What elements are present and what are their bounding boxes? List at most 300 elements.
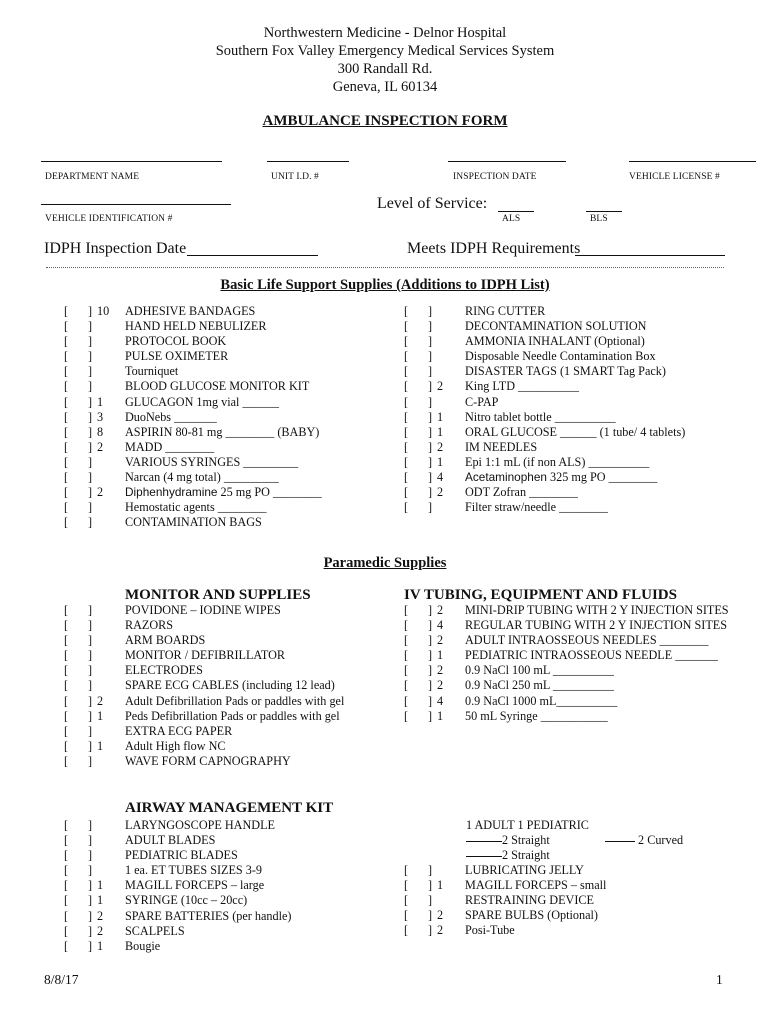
item-label (465, 863, 584, 878)
checkbox-open-bracket[interactable]: [ (404, 409, 409, 424)
checkbox-close-bracket[interactable]: ] (88, 439, 93, 454)
checkbox-close-bracket[interactable]: ] (88, 633, 93, 648)
checkbox-close-bracket[interactable]: ] (88, 693, 93, 708)
item-label (125, 709, 340, 724)
checkbox-open-bracket[interactable]: [ (64, 633, 69, 648)
item-label (125, 939, 160, 954)
item-text: MAGILL FORCEPS – small (465, 878, 607, 893)
checkbox-close-bracket[interactable]: ] (88, 515, 93, 530)
item-quantity: 2 (437, 379, 444, 394)
checkbox-open-bracket[interactable]: [ (64, 938, 69, 953)
checkbox-open-bracket[interactable]: [ (404, 663, 409, 678)
checklist-row (64, 334, 364, 349)
checkbox-close-bracket[interactable]: ] (428, 678, 433, 693)
checklist-row (64, 754, 384, 769)
checkbox-close-bracket[interactable]: ] (428, 454, 433, 469)
item-label (125, 724, 232, 739)
checklist-row (404, 410, 744, 425)
item-quantity: 1 (97, 938, 104, 953)
checkbox-open-bracket[interactable]: [ (404, 618, 409, 633)
checklist-row (404, 364, 744, 379)
checkbox-open-bracket[interactable]: [ (64, 304, 69, 318)
checkbox-open-bracket[interactable]: [ (404, 485, 409, 500)
inspection-date-field[interactable] (448, 161, 566, 162)
checklist-row (64, 739, 384, 754)
checkbox-close-bracket[interactable]: ] (88, 708, 93, 723)
item-label (465, 410, 616, 425)
item-label (125, 500, 266, 515)
checkbox-close-bracket[interactable]: ] (428, 364, 433, 379)
item-text: CONTAMINATION BAGS (125, 515, 262, 530)
checkbox-open-bracket[interactable]: [ (404, 633, 409, 648)
item-label (125, 754, 291, 769)
checkbox-open-bracket[interactable]: [ (404, 454, 409, 469)
item-quantity: 2 (97, 923, 104, 938)
checkbox-open-bracket[interactable]: [ (64, 500, 69, 515)
checkbox-close-bracket[interactable]: ] (88, 663, 93, 678)
item-label (125, 878, 264, 893)
bls-field[interactable] (586, 211, 622, 212)
department-name-field[interactable] (41, 161, 222, 162)
item-text: C-PAP (465, 394, 499, 409)
checkbox-open-bracket[interactable]: [ (404, 394, 409, 409)
checklist-row (404, 709, 764, 724)
header-line-4: Geneva, IL 60134 (332, 79, 438, 95)
item-quantity: 2 (97, 485, 104, 500)
checkbox-close-bracket[interactable]: ] (88, 500, 93, 515)
checklist-row (404, 334, 744, 349)
item-label (465, 648, 718, 663)
checkbox-open-bracket[interactable]: [ (64, 893, 69, 908)
checkbox-close-bracket[interactable]: ] (88, 738, 93, 753)
item-label (125, 364, 178, 379)
curved-label: 2 Curved (638, 833, 684, 847)
item-text: 0.9 NaCl 100 mL __________ (465, 663, 614, 678)
item-text: 325 mg PO ________ (546, 470, 658, 485)
curved-blank[interactable] (605, 841, 635, 842)
checklist-row (404, 878, 704, 893)
checkbox-close-bracket[interactable]: ] (428, 424, 433, 439)
checkbox-close-bracket[interactable]: ] (428, 409, 433, 424)
item-text: DECONTAMINATION SOLUTION (465, 319, 647, 334)
item-text: Tourniquet (125, 364, 179, 379)
item-text: HAND HELD NEBULIZER (125, 319, 267, 334)
checkbox-close-bracket[interactable]: ] (428, 633, 433, 648)
checkbox-open-bracket[interactable]: [ (64, 708, 69, 723)
checkbox-close-bracket[interactable]: ] (428, 394, 433, 409)
checkbox-open-bracket[interactable]: [ (64, 908, 69, 923)
form-title: AMBULANCE INSPECTION FORM (262, 113, 508, 129)
checkbox-close-bracket[interactable]: ] (88, 454, 93, 469)
item-quantity: 3 (97, 409, 104, 424)
iv-heading: IV TUBING, EQUIPMENT AND FLUIDS (404, 587, 677, 603)
checklist-row (404, 425, 744, 440)
straight-adult-label: 2 Straight (502, 833, 550, 847)
item-text: Epi 1:1 mL (if non ALS) __________ (465, 454, 650, 469)
checkbox-open-bracket[interactable]: [ (404, 364, 409, 379)
item-label (125, 694, 344, 709)
checkbox-close-bracket[interactable]: ] (88, 878, 93, 893)
als-label: ALS (502, 214, 521, 224)
item-label (465, 319, 646, 334)
checkbox-open-bracket[interactable]: [ (64, 833, 69, 848)
checkbox-open-bracket[interactable]: [ (404, 500, 409, 515)
checkbox-close-bracket[interactable]: ] (88, 938, 93, 953)
item-label (465, 923, 515, 938)
checkbox-open-bracket[interactable]: [ (64, 753, 69, 768)
checkbox-open-bracket[interactable]: [ (64, 364, 69, 379)
checklist-row (404, 470, 744, 485)
checklist-row (404, 349, 744, 364)
meets-idph-field[interactable] (575, 255, 725, 256)
checkbox-close-bracket[interactable]: ] (88, 848, 93, 863)
item-text: ODT Zofran ________ (465, 485, 578, 500)
checkbox-open-bracket[interactable]: [ (64, 663, 69, 678)
department-name-label: DEPARTMENT NAME (45, 172, 140, 182)
item-text: IM NEEDLES (465, 439, 538, 454)
checkbox-open-bracket[interactable]: [ (404, 304, 409, 318)
checkbox-open-bracket[interactable]: [ (64, 693, 69, 708)
checkbox-open-bracket[interactable]: [ (64, 515, 69, 530)
checkbox-close-bracket[interactable]: ] (88, 893, 93, 908)
checkbox-open-bracket[interactable]: [ (64, 470, 69, 485)
paramedic-section-title: Paramedic Supplies (323, 555, 447, 571)
bls-left-list (64, 304, 364, 530)
checkbox-close-bracket[interactable]: ] (428, 439, 433, 454)
checkbox-open-bracket[interactable]: [ (64, 723, 69, 738)
item-text: SPARE ECG CABLES (including 12 lead) (125, 678, 335, 693)
checkbox-close-bracket[interactable]: ] (428, 349, 433, 364)
checklist-row (64, 500, 364, 515)
page-number: 1 (716, 972, 723, 987)
item-label (465, 603, 729, 618)
item-quantity: 10 (97, 304, 110, 318)
item-quantity: 1 (97, 878, 104, 893)
item-label (125, 618, 173, 633)
item-quantity: 2 (437, 485, 444, 500)
vehicle-license-field[interactable] (629, 161, 756, 162)
item-label (125, 863, 262, 878)
checkbox-open-bracket[interactable]: [ (404, 893, 409, 908)
checkbox-open-bracket[interactable]: [ (404, 439, 409, 454)
checkbox-close-bracket[interactable]: ] (88, 648, 93, 663)
checkbox-close-bracket[interactable]: ] (88, 394, 93, 409)
item-text: ADULT INTRAOSSEOUS NEEDLES ________ (465, 633, 709, 648)
item-text: REGULAR TUBING WITH 2 Y INJECTION SITES (465, 618, 728, 633)
item-text: 25 mg PO ________ (217, 485, 322, 500)
checkbox-close-bracket[interactable]: ] (88, 833, 93, 848)
bls-label: BLS (590, 214, 608, 224)
checkbox-close-bracket[interactable]: ] (428, 304, 433, 318)
item-quantity: 2 (437, 439, 444, 454)
checklist-row (404, 455, 744, 470)
checklist-row (404, 863, 704, 878)
item-text: DuoNebs _______ (125, 409, 217, 424)
checkbox-close-bracket[interactable]: ] (428, 470, 433, 485)
item-quantity: 8 (97, 424, 104, 439)
checkbox-close-bracket[interactable]: ] (88, 818, 93, 832)
item-text: 0.9 NaCl 250 mL __________ (465, 678, 614, 693)
item-quantity: 2 (97, 908, 104, 923)
checkbox-open-bracket[interactable]: [ (64, 878, 69, 893)
item-quantity: 2 (437, 633, 444, 648)
checkbox-close-bracket[interactable]: ] (428, 693, 433, 708)
checkbox-close-bracket[interactable]: ] (88, 349, 93, 364)
idph-inspection-date-field[interactable] (187, 255, 318, 256)
vehicle-identification-field[interactable] (41, 204, 231, 205)
item-label (465, 485, 578, 500)
item-label (125, 485, 322, 500)
item-label (125, 739, 226, 754)
header-line-3: 300 Randall Rd. (337, 61, 433, 77)
checkbox-open-bracket[interactable]: [ (404, 470, 409, 485)
checklist-row (404, 648, 764, 663)
checkbox-open-bracket[interactable]: [ (404, 424, 409, 439)
checkbox-close-bracket[interactable]: ] (428, 863, 433, 877)
checkbox-open-bracket[interactable]: [ (404, 648, 409, 663)
item-label (465, 908, 598, 923)
item-text: SCALPELS (125, 923, 185, 938)
item-quantity: 2 (437, 663, 444, 678)
checkbox-open-bracket[interactable]: [ (404, 863, 409, 877)
straight-peds-label: 2 Straight (502, 848, 550, 862)
item-text: VARIOUS SYRINGES _________ (125, 454, 299, 469)
checkbox-open-bracket[interactable]: [ (404, 878, 409, 893)
checklist-row (64, 319, 364, 334)
checkbox-open-bracket[interactable]: [ (64, 409, 69, 424)
checkbox-open-bracket[interactable]: [ (404, 908, 409, 923)
item-label (465, 678, 614, 693)
checkbox-close-bracket[interactable]: ] (88, 603, 93, 617)
item-label (465, 455, 649, 470)
item-quantity: 2 (97, 693, 104, 708)
checkbox-close-bracket[interactable]: ] (88, 319, 93, 334)
checklist-row (64, 818, 364, 833)
checkbox-open-bracket[interactable]: [ (64, 678, 69, 693)
item-label (465, 395, 498, 410)
checkbox-close-bracket[interactable]: ] (428, 603, 433, 617)
item-text: PROTOCOL BOOK (125, 334, 227, 349)
checklist-row (64, 893, 364, 908)
item-drug-name: Diphenhydramine (125, 485, 218, 500)
checkbox-open-bracket[interactable]: [ (64, 394, 69, 409)
divider (46, 267, 724, 268)
checkbox-open-bracket[interactable]: [ (404, 678, 409, 693)
item-text: 1 ea. ET TUBES SIZES 3-9 (125, 863, 262, 878)
hospital-header (0, 24, 770, 96)
checkbox-close-bracket[interactable]: ] (428, 319, 433, 334)
checkbox-close-bracket[interactable]: ] (88, 424, 93, 439)
checkbox-open-bracket[interactable]: [ (64, 603, 69, 617)
checkbox-close-bracket[interactable]: ] (88, 379, 93, 394)
item-text: RESTRAINING DEVICE (465, 893, 594, 908)
checklist-row (404, 440, 744, 455)
item-quantity: 2 (437, 678, 444, 693)
item-quantity: 2 (97, 439, 104, 454)
checkbox-open-bracket[interactable]: [ (64, 439, 69, 454)
checkbox-open-bracket[interactable]: [ (64, 334, 69, 349)
checkbox-open-bracket[interactable]: [ (404, 319, 409, 334)
item-label (125, 663, 203, 678)
checkbox-open-bracket[interactable]: [ (64, 319, 69, 334)
item-label (125, 379, 309, 394)
meets-idph-label: Meets IDPH Requirements (407, 240, 581, 257)
checkbox-close-bracket[interactable]: ] (88, 753, 93, 768)
item-label (125, 848, 238, 863)
item-text: PULSE OXIMETER (125, 349, 229, 364)
monitor-heading: MONITOR AND SUPPLIES (125, 587, 311, 603)
item-label (125, 833, 215, 848)
item-text: King LTD __________ (465, 379, 579, 394)
item-label (125, 440, 214, 455)
checkbox-open-bracket[interactable]: [ (404, 923, 409, 938)
checkbox-close-bracket[interactable]: ] (428, 708, 433, 723)
checkbox-close-bracket[interactable]: ] (428, 923, 433, 938)
checkbox-open-bracket[interactable]: [ (64, 648, 69, 663)
unit-id-field[interactable] (267, 161, 349, 162)
checkbox-close-bracket[interactable]: ] (428, 893, 433, 908)
item-label (125, 924, 185, 939)
checklist-row (64, 709, 384, 724)
checkbox-open-bracket[interactable]: [ (64, 379, 69, 394)
checklist-row (64, 364, 364, 379)
checklist-row (64, 515, 364, 530)
item-label (125, 648, 285, 663)
checkbox-open-bracket[interactable]: [ (404, 708, 409, 723)
item-quantity: 2 (437, 908, 444, 923)
checkbox-close-bracket[interactable]: ] (88, 863, 93, 878)
checklist-row (64, 909, 364, 924)
idph-inspection-date-label: IDPH Inspection Date (44, 240, 187, 257)
checklist-row (64, 304, 364, 319)
item-label (125, 425, 319, 440)
item-label (465, 379, 579, 394)
checkbox-close-bracket[interactable]: ] (88, 908, 93, 923)
item-text: POVIDONE – IODINE WIPES (125, 603, 281, 617)
item-text: MADD ________ (125, 439, 215, 454)
checkbox-open-bracket[interactable]: [ (404, 349, 409, 364)
checkbox-open-bracket[interactable]: [ (64, 818, 69, 832)
checkbox-open-bracket[interactable]: [ (404, 603, 409, 617)
item-text: SPARE BATTERIES (per handle) (125, 908, 292, 923)
straight-adult-blank[interactable] (466, 841, 502, 842)
item-text: RAZORS (125, 618, 174, 633)
checkbox-open-bracket[interactable]: [ (404, 693, 409, 708)
checkbox-close-bracket[interactable]: ] (428, 334, 433, 349)
item-quantity: 4 (437, 470, 444, 485)
item-label (465, 304, 545, 319)
checklist-row (404, 908, 704, 923)
checkbox-close-bracket[interactable]: ] (428, 379, 433, 394)
item-quantity: 1 (437, 648, 444, 663)
checkbox-open-bracket[interactable]: [ (64, 848, 69, 863)
checkbox-open-bracket[interactable]: [ (64, 454, 69, 469)
checklist-row (64, 618, 384, 633)
item-text: Disposable Needle Contamination Box (465, 349, 656, 364)
checkbox-close-bracket[interactable]: ] (88, 678, 93, 693)
checkbox-close-bracket[interactable]: ] (428, 618, 433, 633)
item-text: ELECTRODES (125, 663, 203, 678)
checkbox-close-bracket[interactable]: ] (88, 485, 93, 500)
checkbox-close-bracket[interactable]: ] (88, 723, 93, 738)
checkbox-close-bracket[interactable]: ] (88, 334, 93, 349)
checklist-row (404, 304, 744, 319)
iv-list (404, 603, 764, 724)
checkbox-close-bracket[interactable]: ] (88, 364, 93, 379)
item-label (465, 709, 608, 724)
checkbox-close-bracket[interactable]: ] (428, 908, 433, 923)
item-quantity: 2 (437, 923, 444, 938)
checkbox-close-bracket[interactable]: ] (88, 923, 93, 938)
checklist-row (64, 848, 364, 863)
checkbox-close-bracket[interactable]: ] (88, 618, 93, 633)
item-quantity: 1 (97, 394, 104, 409)
checkbox-close-bracket[interactable]: ] (88, 304, 93, 318)
item-text: SPARE BULBS (Optional) (465, 908, 598, 923)
checkbox-close-bracket[interactable]: ] (428, 878, 433, 893)
item-quantity: 2 (437, 603, 444, 617)
checkbox-open-bracket[interactable]: [ (64, 738, 69, 753)
level-of-service-label: Level of Service: (377, 195, 488, 212)
item-label (465, 440, 537, 455)
item-text: Nitro tablet bottle __________ (465, 409, 616, 424)
item-label (465, 470, 657, 485)
checklist-row (64, 678, 384, 693)
checkbox-open-bracket[interactable]: [ (64, 863, 69, 878)
vehicle-license-label: VEHICLE LICENSE # (629, 172, 720, 182)
item-label (465, 500, 608, 515)
checkbox-close-bracket[interactable]: ] (428, 663, 433, 678)
checkbox-close-bracket[interactable]: ] (88, 409, 93, 424)
checklist-row (404, 485, 744, 500)
checklist-row (404, 618, 764, 633)
item-text: MONITOR / DEFIBRILLATOR (125, 648, 286, 663)
checklist-row (404, 395, 744, 410)
item-text: ASPIRIN 80-81 mg ________ (BABY) (125, 424, 320, 439)
item-label (465, 878, 606, 893)
checklist-row (64, 833, 364, 848)
checkbox-open-bracket[interactable]: [ (64, 618, 69, 633)
item-label (125, 410, 217, 425)
checklist-row (64, 663, 384, 678)
item-text: Bougie (125, 938, 161, 953)
item-label (125, 304, 255, 319)
item-label (465, 334, 645, 349)
checkbox-close-bracket[interactable]: ] (88, 470, 93, 485)
als-field[interactable] (498, 211, 534, 212)
item-text: DISASTER TAGS (1 SMART Tag Pack) (465, 364, 666, 379)
checkbox-open-bracket[interactable]: [ (64, 923, 69, 938)
item-label (125, 893, 247, 908)
item-label (125, 818, 275, 833)
checkbox-open-bracket[interactable]: [ (404, 379, 409, 394)
checkbox-open-bracket[interactable]: [ (64, 485, 69, 500)
checkbox-open-bracket[interactable]: [ (64, 349, 69, 364)
checkbox-open-bracket[interactable]: [ (404, 334, 409, 349)
straight-peds-blank[interactable] (466, 856, 502, 857)
curved-blades (605, 833, 683, 848)
item-text: MAGILL FORCEPS – large (125, 878, 265, 893)
checklist-row (64, 648, 384, 663)
checklist-row (404, 603, 764, 618)
checkbox-close-bracket[interactable]: ] (428, 485, 433, 500)
item-quantity: 1 (97, 893, 104, 908)
checkbox-open-bracket[interactable]: [ (64, 424, 69, 439)
checkbox-close-bracket[interactable]: ] (428, 500, 433, 515)
checklist-row (404, 663, 764, 678)
checkbox-close-bracket[interactable]: ] (428, 648, 433, 663)
item-text: Hemostatic agents ________ (125, 500, 267, 515)
